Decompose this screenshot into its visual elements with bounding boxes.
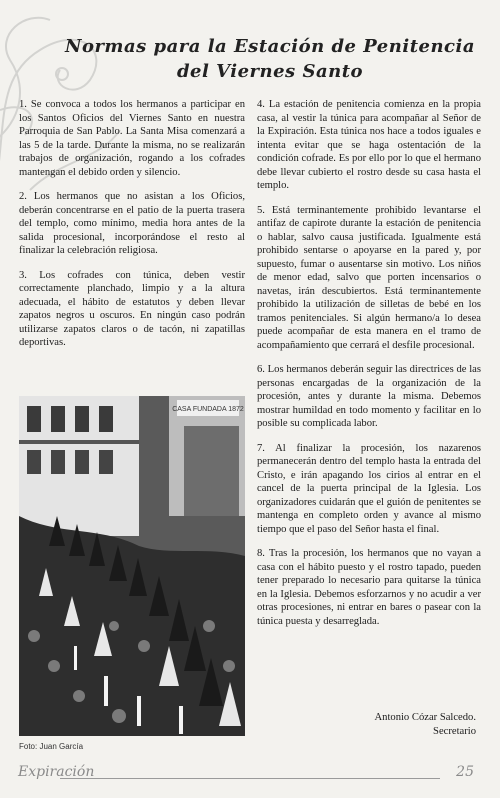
rule-paragraph: 4. La estación de penitencia comienza en la propia casa, al vestir la túnica para acompañar al Señor de la Expiración. Esta túnica nos hace a todos iguales e intenta evitar que se haga ostentación de la condición cofrade. Es por ello por lo que el hermano debe llevar cubierto el rostro desde su casa hasta el templo.	[257, 99, 481, 191]
rule-paragraph: 2. Los hermanos que no asistan a los Oficios, deberán concentrarse en el patio de la puerta trasera del templo, como mínimo, media hora antes de la salida procesional, incorporándose el resto al finalizar la celebración religiosa.	[19, 191, 245, 256]
photo-caption: Foto: Juan García	[19, 742, 84, 751]
procession-photo-drawing	[19, 396, 245, 736]
signature-role: Secretario	[433, 725, 476, 737]
footer-divider	[60, 778, 440, 779]
rule-paragraph: 8. Tras la procesión, los hermanos que no vayan a casa con el hábito puesto y el rostro tapado, pueden tener preparado lo necesario para quitarse la túnica en la Iglesia. Debemos esforzarnos y no acudir a ver otras procesiones, ni entrar en bares o pasear con la túnica puesta y desarreglada.	[257, 548, 481, 627]
rule-paragraph: 5. Está terminantemente prohibido levantarse el antifaz de capirote durante la estación de penitencia o hablar, salvo causa justificada. Igualmente está prohibido sentarse o apoyarse en la pared y, por supuesto, fumar o ausentarse sin motivo. Los niños de menor edad, salvo que porten incensarios o navetas, irán descubiertos. Está terminantemente prohibido la utilización de silletas de bebé en los tramos penitenciales. Si algún hermano/a lo desea puede acompañar de esta manera en el tramo de acompañamiento que cerrará el desfile procesional.	[257, 204, 481, 351]
shop-sign-text: CASA FUNDADA 1872	[172, 406, 244, 413]
procession-photo	[19, 396, 245, 736]
rule-paragraph: 6. Los hermanos deberán seguir las directrices de las personas encargadas de la organización de la procesión, antes y durante la misma. Debemos mostrar humildad en todo momento y facilitar en lo posible su complicada labor.	[257, 364, 481, 429]
rule-paragraph: 7. Al finalizar la procesión, los nazarenos permanecerán dentro del templo hasta la entrada del Cristo, e irán apagando los cirios al entrar en el cancel de la puerta principal de la Iglesia. Los organizadores cuidarán que el guión de penitentes se mantenga en completo orden y avance al mismo tiempo que el paso del Señor hasta el final.	[257, 442, 481, 535]
page-title-line1: Normas para la Estación de Penitencia	[64, 36, 476, 57]
signature-name: Antonio Cózar Salcedo.	[374, 712, 476, 723]
page-number: 25	[456, 764, 474, 780]
right-column	[257, 98, 481, 639]
left-column	[19, 98, 245, 361]
rule-paragraph: 3. Los cofrades con túnica, deben vestir correctamente planchado, limpio y a la altura adecuada, el hábito de estatutos y deben llevar zapatos negros u oscuros. En ningún caso podrán utilizarse zapatos claros o de tacón, ni zapatillas deportivas.	[19, 269, 245, 348]
signature-block	[375, 711, 477, 738]
magazine-name: Expiración	[18, 764, 95, 780]
rule-paragraph: 1. Se convoca a todos los hermanos a participar en los Santos Oficios del Viernes Santo en nuestra Parroquia de San Pablo. La Santa Misa comenzará a las 5 de la tarde. Durante la misma, no se realizarán trabajos de organización, rogando a los cofrades mantengan el debido orden y silencio.	[19, 99, 245, 178]
page-title-line2: del Viernes Santo	[176, 61, 364, 82]
